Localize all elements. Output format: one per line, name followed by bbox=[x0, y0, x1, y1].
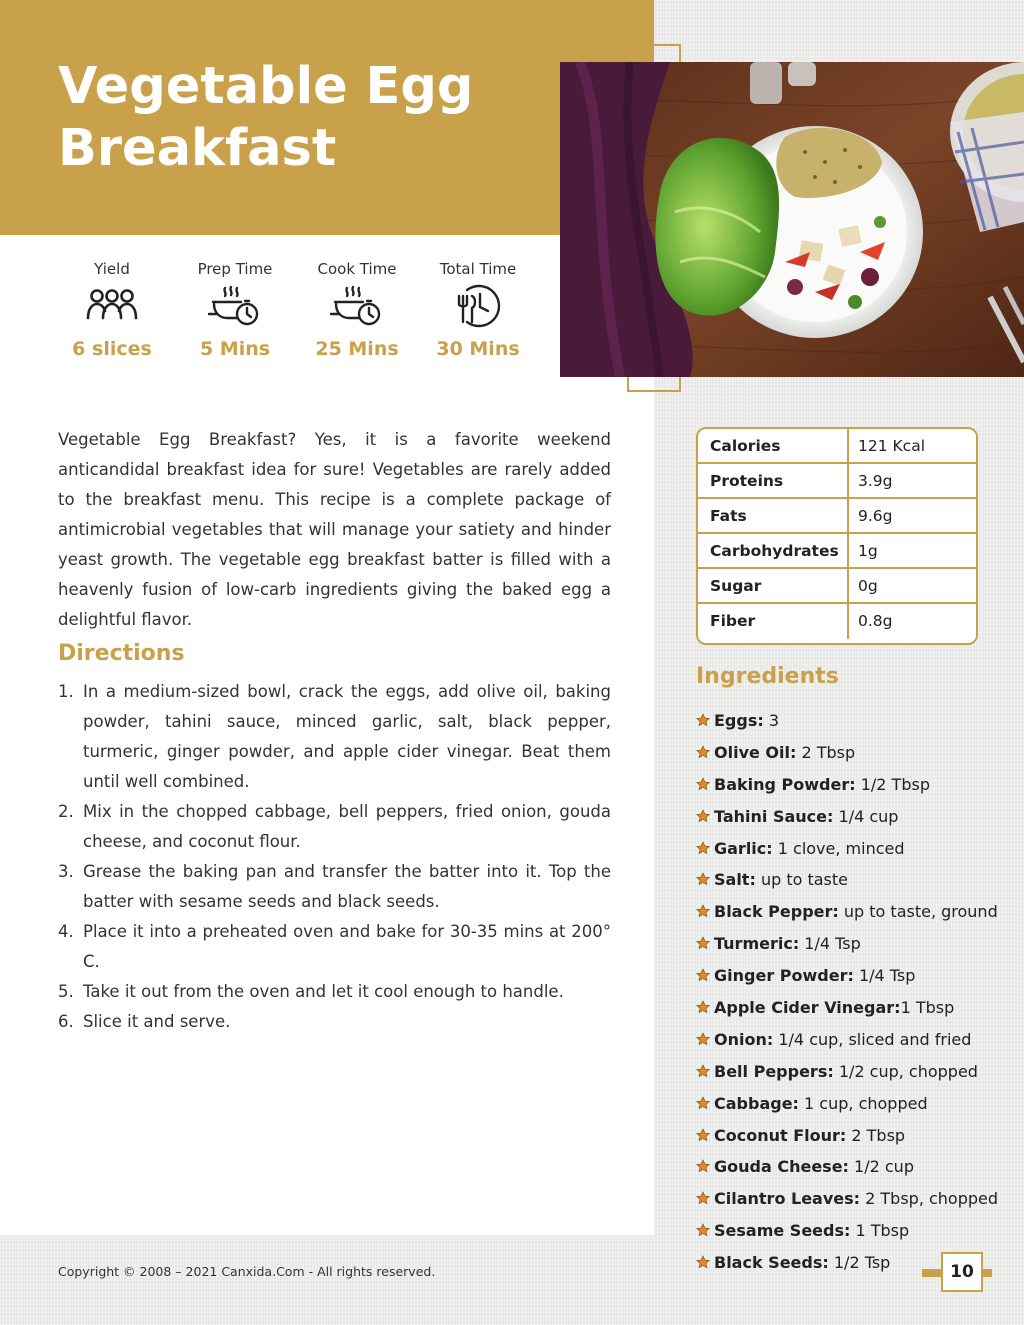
ingredient-amount: 1/2 cup bbox=[848, 1157, 914, 1177]
direction-step bbox=[58, 797, 611, 857]
ingredient-amount: 1/2 cup, chopped bbox=[833, 1061, 978, 1081]
ingredient-amount: 1 clove, minced bbox=[772, 838, 905, 858]
recipe-photo-illustration bbox=[560, 62, 1024, 377]
ingredient-item bbox=[696, 864, 1016, 896]
ingredient-amount: 1 Tbsp bbox=[900, 998, 955, 1018]
stat-yield bbox=[50, 258, 174, 360]
ingredient-amount: 1 Tbsp bbox=[850, 1221, 910, 1241]
stat-label: Cook Time bbox=[317, 260, 397, 278]
nutrient-name: Proteins bbox=[698, 464, 849, 497]
direction-step bbox=[58, 977, 611, 1007]
ingredient-name: Onion: bbox=[714, 1029, 774, 1049]
ingredient-amount: 2 Tbsp, chopped bbox=[860, 1189, 999, 1209]
step-number: 4. bbox=[58, 922, 74, 941]
page-number: 10 bbox=[941, 1252, 983, 1292]
recipe-photo bbox=[560, 62, 1024, 377]
nutrient-name: Calories bbox=[698, 429, 849, 462]
stat-cook-time bbox=[295, 258, 419, 360]
directions-heading: Directions bbox=[58, 641, 185, 666]
ingredient-amount: 1/4 cup, sliced and fried bbox=[773, 1029, 972, 1049]
ingredient-name: Black Seeds: bbox=[714, 1253, 829, 1273]
star-icon bbox=[696, 841, 710, 855]
ingredient-name: Garlic: bbox=[714, 838, 773, 858]
stat-label: Yield bbox=[94, 260, 130, 278]
step-text: Place it into a preheated oven and bake for 30-35 mins at 200° C. bbox=[83, 922, 611, 971]
stat-value: 6 slices bbox=[72, 338, 152, 360]
recipe-stats bbox=[50, 258, 540, 378]
star-icon bbox=[696, 1032, 710, 1046]
nutrient-value: 3.9g bbox=[858, 472, 893, 490]
nutrition-row bbox=[698, 569, 976, 604]
ingredient-amount: 1/2 Tbsp bbox=[855, 774, 930, 794]
people-icon bbox=[50, 280, 174, 332]
ingredient-item bbox=[696, 1183, 1016, 1215]
ingredient-amount: up to taste, ground bbox=[838, 902, 998, 922]
ingredient-amount: 1/4 Tsp bbox=[853, 966, 916, 986]
ingredient-name: Sesame Seeds: bbox=[714, 1221, 851, 1241]
star-icon bbox=[696, 777, 710, 791]
ingredient-name: Baking Powder: bbox=[714, 774, 856, 794]
ingredient-item bbox=[696, 1120, 1016, 1152]
ingredient-name: Salt: bbox=[714, 870, 756, 890]
nutrition-row bbox=[698, 464, 976, 499]
ingredient-item bbox=[696, 960, 1016, 992]
ingredient-item bbox=[696, 737, 1016, 769]
nutrient-value: 121 Kcal bbox=[858, 437, 926, 455]
ingredient-name: Gouda Cheese: bbox=[714, 1157, 849, 1177]
step-text: Mix in the chopped cabbage, bell peppers, fried onion, gouda cheese, and coconut flour. bbox=[83, 802, 611, 851]
step-number: 3. bbox=[58, 862, 74, 881]
clock-cutlery-icon bbox=[416, 280, 540, 332]
ingredient-name: Apple Cider Vinegar: bbox=[714, 998, 901, 1018]
star-icon bbox=[696, 968, 710, 982]
star-icon bbox=[696, 1255, 710, 1269]
ingredient-name: Eggs: bbox=[714, 711, 764, 730]
star-icon bbox=[696, 713, 710, 727]
ingredient-item bbox=[696, 992, 1016, 1024]
nutrient-name: Carbohydrates bbox=[698, 534, 849, 567]
star-icon bbox=[696, 745, 710, 759]
stat-label: Prep Time bbox=[197, 260, 273, 278]
stat-value: 25 Mins bbox=[315, 338, 399, 360]
star-icon bbox=[696, 936, 710, 950]
direction-step bbox=[58, 857, 611, 917]
ingredient-amount: up to taste bbox=[755, 870, 849, 890]
nutrition-row bbox=[698, 499, 976, 534]
ingredient-item bbox=[696, 769, 1016, 801]
ingredient-name: Bell Peppers: bbox=[714, 1061, 834, 1081]
ingredient-name: Coconut Flour: bbox=[714, 1125, 847, 1145]
copyright-text: Copyright © 2008 – 2021 Canxida.Com - All rights reserved. bbox=[58, 1264, 436, 1279]
nutrient-value: 0.8g bbox=[858, 612, 893, 630]
star-icon bbox=[696, 1096, 710, 1110]
ingredient-item bbox=[696, 1215, 1016, 1247]
step-number: 1. bbox=[58, 682, 74, 701]
ingredient-amount: 3 bbox=[763, 711, 780, 730]
star-icon bbox=[696, 1064, 710, 1078]
star-icon bbox=[696, 1159, 710, 1173]
step-text: Take it out from the oven and let it cool enough to handle. bbox=[83, 982, 564, 1001]
star-icon bbox=[696, 809, 710, 823]
nutrition-row bbox=[698, 429, 976, 464]
star-icon bbox=[696, 1191, 710, 1205]
star-icon bbox=[696, 904, 710, 918]
ingredient-item bbox=[696, 928, 1016, 960]
stat-value: 5 Mins bbox=[199, 338, 271, 360]
stat-total-time bbox=[416, 258, 540, 360]
ingredient-item bbox=[696, 833, 1016, 865]
stat-label: Total Time bbox=[439, 260, 517, 278]
ingredient-item bbox=[696, 801, 1016, 833]
ingredient-item bbox=[696, 1151, 1016, 1183]
ingredients-heading: Ingredients bbox=[696, 664, 839, 689]
ingredient-name: Turmeric: bbox=[714, 934, 800, 954]
recipe-title: Vegetable Egg Breakfast bbox=[58, 57, 474, 178]
step-number: 2. bbox=[58, 802, 74, 821]
ingredient-amount: 2 Tbsp bbox=[796, 742, 856, 762]
star-icon bbox=[696, 1223, 710, 1237]
directions-list bbox=[58, 677, 611, 1037]
direction-step bbox=[58, 1007, 611, 1037]
star-icon bbox=[696, 1128, 710, 1142]
ingredient-item bbox=[696, 1088, 1016, 1120]
direction-step bbox=[58, 677, 611, 797]
ingredient-item bbox=[696, 1024, 1016, 1056]
ingredient-name: Black Pepper: bbox=[714, 902, 839, 922]
ingredient-amount: 2 Tbsp bbox=[846, 1125, 906, 1145]
step-number: 5. bbox=[58, 982, 74, 1001]
ingredient-amount: 1/4 cup bbox=[833, 806, 899, 826]
nutrient-value: 1g bbox=[858, 542, 878, 560]
pan-timer-icon bbox=[173, 280, 297, 332]
nutrient-value: 0g bbox=[858, 577, 878, 595]
ingredient-amount: 1 cup, chopped bbox=[798, 1093, 928, 1113]
nutrient-name: Fats bbox=[698, 499, 849, 532]
star-icon bbox=[696, 872, 710, 886]
star-icon bbox=[696, 1000, 710, 1014]
ingredient-name: Tahini Sauce: bbox=[714, 806, 834, 826]
nutrient-name: Fiber bbox=[698, 604, 849, 639]
nutrient-name: Sugar bbox=[698, 569, 849, 602]
nutrition-row bbox=[698, 534, 976, 569]
pan-timer-icon bbox=[295, 280, 419, 332]
ingredient-name: Olive Oil: bbox=[714, 742, 797, 762]
ingredient-item bbox=[696, 705, 1016, 737]
ingredient-name: Cabbage: bbox=[714, 1093, 799, 1113]
step-text: Grease the baking pan and transfer the batter into it. Top the batter with sesame seeds and black seeds. bbox=[83, 862, 611, 911]
ingredient-item bbox=[696, 1056, 1016, 1088]
ingredient-item bbox=[696, 896, 1016, 928]
step-number: 6. bbox=[58, 1012, 74, 1031]
ingredient-name: Cilantro Leaves: bbox=[714, 1189, 861, 1209]
ingredient-amount: 1/4 Tsp bbox=[799, 934, 861, 954]
stat-prep-time bbox=[173, 258, 297, 360]
step-text: In a medium-sized bowl, crack the eggs, add olive oil, baking powder, tahini sauce, minced garlic, salt, black pepper, turmeric, ginger powder, and apple cider vinegar. Beat them until well combined. bbox=[83, 682, 611, 791]
recipe-intro: Vegetable Egg Breakfast? Yes, it is a favorite weekend anticandidal breakfast idea for sure! Vegetables are rarely added to the breakfast menu. This recipe is a complete package of antimicrobial vegetables that will manage your satiety and hinder yeast growth. The vegetable egg breakfast batter is filled with a heavenly fusion of low-carb ingredients giving the baked egg a delightful flavor. bbox=[58, 430, 611, 629]
ingredient-amount: 1/2 Tsp bbox=[828, 1253, 891, 1273]
nutrient-value: 9.6g bbox=[858, 507, 893, 525]
nutrition-row bbox=[698, 604, 976, 639]
stat-value: 30 Mins bbox=[436, 338, 520, 360]
step-text: Slice it and serve. bbox=[83, 1012, 231, 1031]
nutrition-table bbox=[696, 427, 978, 645]
ingredient-name: Ginger Powder: bbox=[714, 966, 854, 986]
ingredients-list bbox=[696, 705, 1016, 1279]
direction-step bbox=[58, 917, 611, 977]
